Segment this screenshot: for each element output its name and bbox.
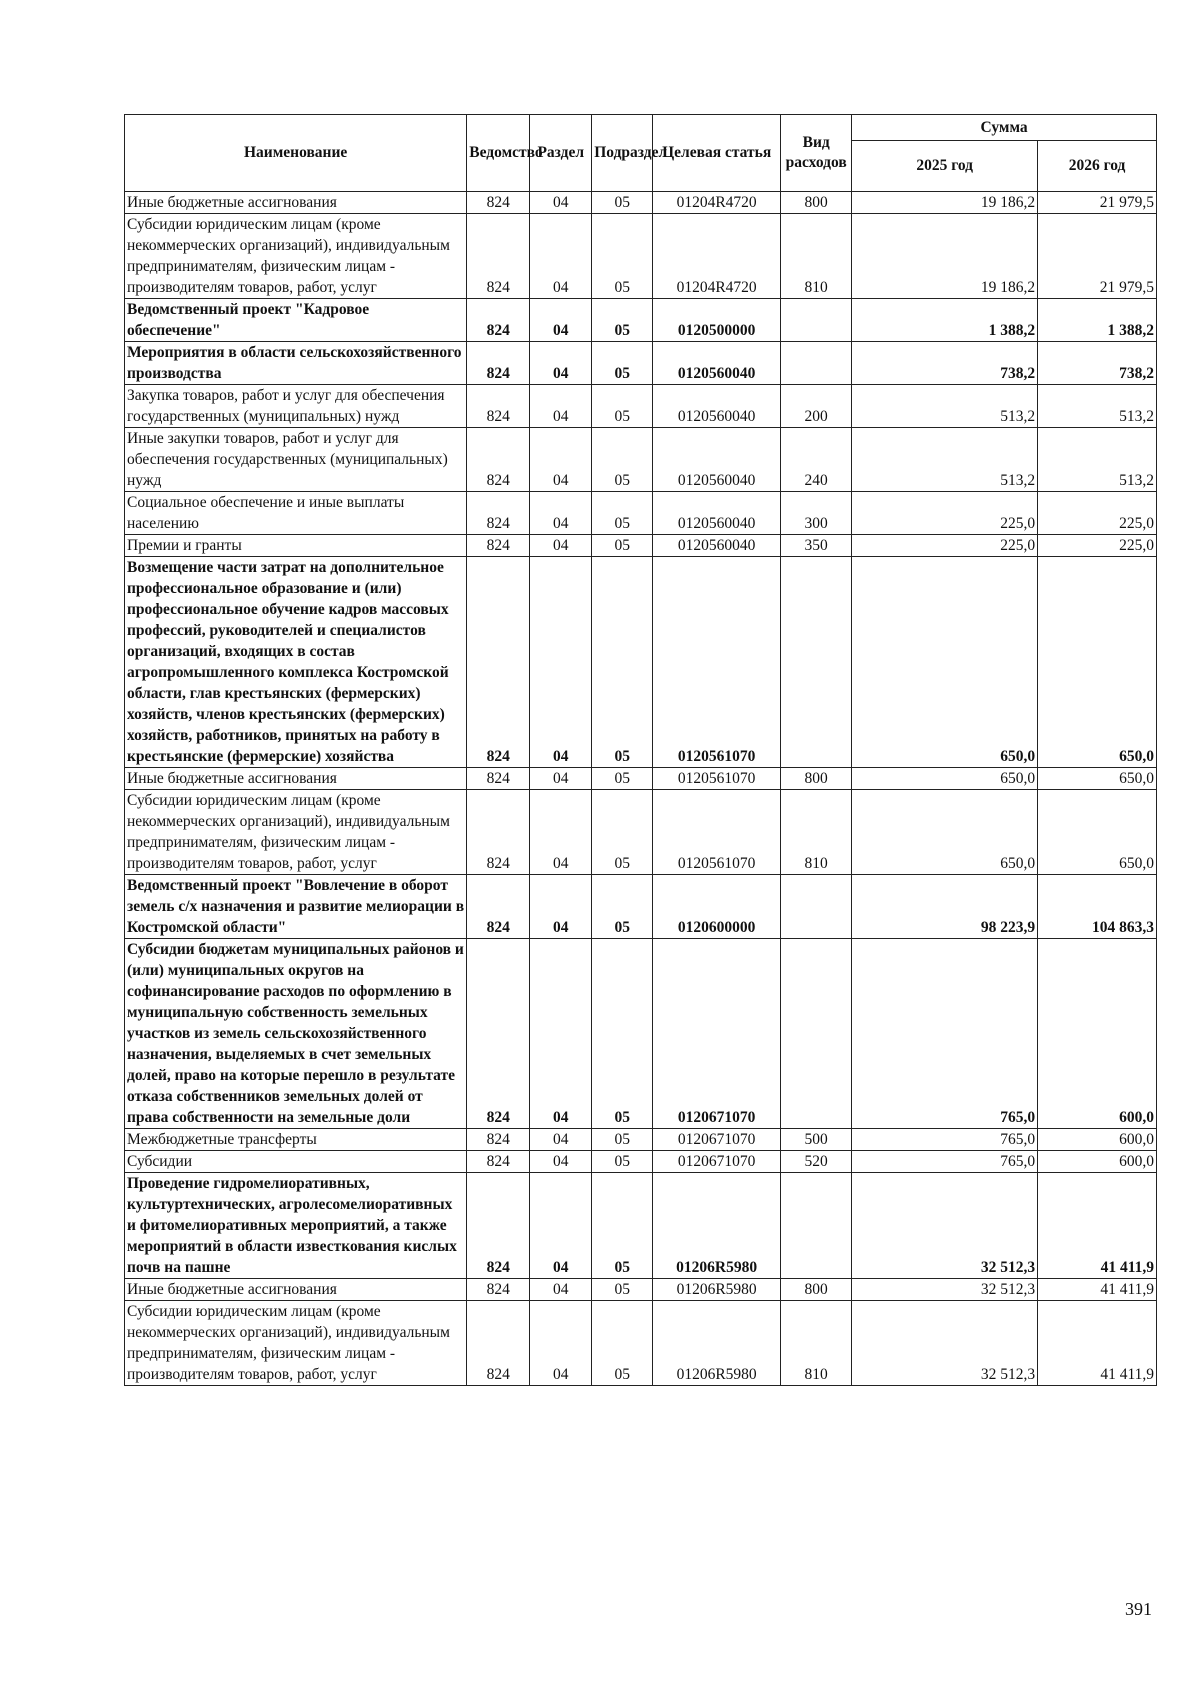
cell-name: Иные закупки товаров, работ и услуг для обеспечения государственных (муниципальных) нужд bbox=[125, 428, 467, 492]
cell-vid bbox=[781, 875, 852, 939]
cell-2026: 650,0 bbox=[1038, 790, 1157, 875]
cell-2025: 32 512,3 bbox=[852, 1173, 1038, 1279]
cell-podrazdel: 05 bbox=[592, 535, 653, 557]
cell-2026: 513,2 bbox=[1038, 428, 1157, 492]
cell-vedomstvo: 824 bbox=[467, 214, 530, 299]
cell-podrazdel: 05 bbox=[592, 192, 653, 214]
cell-2026: 1 388,2 bbox=[1038, 299, 1157, 342]
table-row bbox=[125, 492, 1157, 535]
cell-vid: 200 bbox=[781, 385, 852, 428]
cell-podrazdel: 05 bbox=[592, 939, 653, 1129]
cell-vedomstvo: 824 bbox=[467, 492, 530, 535]
header-vid: Вид расходов bbox=[781, 115, 852, 192]
cell-2026: 21 979,5 bbox=[1038, 192, 1157, 214]
header-name: Наименование bbox=[125, 115, 467, 192]
cell-vedomstvo: 824 bbox=[467, 342, 530, 385]
cell-2026: 600,0 bbox=[1038, 1151, 1157, 1173]
table-row bbox=[125, 790, 1157, 875]
cell-name: Ведомственный проект "Кадровое обеспечение" bbox=[125, 299, 467, 342]
cell-vedomstvo: 824 bbox=[467, 939, 530, 1129]
cell-2026: 513,2 bbox=[1038, 385, 1157, 428]
cell-target: 01204R4720 bbox=[653, 214, 781, 299]
header-podrazdel: Подраздел bbox=[592, 115, 653, 192]
cell-2025: 765,0 bbox=[852, 1129, 1038, 1151]
cell-2026: 225,0 bbox=[1038, 535, 1157, 557]
table-row bbox=[125, 875, 1157, 939]
cell-vid bbox=[781, 939, 852, 1129]
table-row bbox=[125, 1129, 1157, 1151]
cell-2025: 738,2 bbox=[852, 342, 1038, 385]
cell-razdel: 04 bbox=[530, 299, 592, 342]
table-row bbox=[125, 214, 1157, 299]
cell-vedomstvo: 824 bbox=[467, 875, 530, 939]
cell-name: Мероприятия в области сельскохозяйственного производства bbox=[125, 342, 467, 385]
cell-name: Иные бюджетные ассигнования bbox=[125, 768, 467, 790]
header-target: Целевая статья bbox=[653, 115, 781, 192]
cell-vedomstvo: 824 bbox=[467, 385, 530, 428]
table-row bbox=[125, 1173, 1157, 1279]
cell-target: 0120560040 bbox=[653, 492, 781, 535]
table-row bbox=[125, 1151, 1157, 1173]
cell-podrazdel: 05 bbox=[592, 875, 653, 939]
cell-razdel: 04 bbox=[530, 342, 592, 385]
table-header bbox=[125, 115, 1157, 192]
table-row bbox=[125, 768, 1157, 790]
cell-vid: 800 bbox=[781, 192, 852, 214]
cell-2026: 41 411,9 bbox=[1038, 1173, 1157, 1279]
page-number: 391 bbox=[1125, 1599, 1152, 1619]
cell-name: Премии и гранты bbox=[125, 535, 467, 557]
cell-2025: 19 186,2 bbox=[852, 214, 1038, 299]
cell-target: 0120561070 bbox=[653, 768, 781, 790]
cell-razdel: 04 bbox=[530, 1173, 592, 1279]
cell-2025: 32 512,3 bbox=[852, 1279, 1038, 1301]
cell-vedomstvo: 824 bbox=[467, 192, 530, 214]
cell-razdel: 04 bbox=[530, 492, 592, 535]
cell-target: 0120560040 bbox=[653, 428, 781, 492]
cell-razdel: 04 bbox=[530, 790, 592, 875]
cell-target: 0120600000 bbox=[653, 875, 781, 939]
cell-vid bbox=[781, 299, 852, 342]
cell-vedomstvo: 824 bbox=[467, 1173, 530, 1279]
cell-vedomstvo: 824 bbox=[467, 1151, 530, 1173]
cell-2026: 738,2 bbox=[1038, 342, 1157, 385]
cell-2025: 765,0 bbox=[852, 939, 1038, 1129]
cell-name: Социальное обеспечение и иные выплаты населению bbox=[125, 492, 467, 535]
table-row bbox=[125, 1279, 1157, 1301]
table-row bbox=[125, 299, 1157, 342]
table-row bbox=[125, 535, 1157, 557]
cell-vedomstvo: 824 bbox=[467, 790, 530, 875]
cell-podrazdel: 05 bbox=[592, 428, 653, 492]
header-2026: 2026 год bbox=[1038, 141, 1157, 192]
cell-vid: 500 bbox=[781, 1129, 852, 1151]
cell-2026: 41 411,9 bbox=[1038, 1301, 1157, 1386]
cell-razdel: 04 bbox=[530, 768, 592, 790]
cell-2025: 32 512,3 bbox=[852, 1301, 1038, 1386]
cell-2025: 650,0 bbox=[852, 768, 1038, 790]
cell-target: 0120671070 bbox=[653, 939, 781, 1129]
cell-2026: 21 979,5 bbox=[1038, 214, 1157, 299]
cell-podrazdel: 05 bbox=[592, 1301, 653, 1386]
cell-2026: 650,0 bbox=[1038, 557, 1157, 768]
cell-name: Ведомственный проект "Вовлечение в оборот земель с/х назначения и развитие мелиорации в Костромской области" bbox=[125, 875, 467, 939]
cell-2026: 600,0 bbox=[1038, 939, 1157, 1129]
cell-2026: 225,0 bbox=[1038, 492, 1157, 535]
cell-vedomstvo: 824 bbox=[467, 768, 530, 790]
cell-target: 0120671070 bbox=[653, 1129, 781, 1151]
cell-vid bbox=[781, 557, 852, 768]
cell-vid: 800 bbox=[781, 1279, 852, 1301]
cell-vedomstvo: 824 bbox=[467, 1129, 530, 1151]
cell-podrazdel: 05 bbox=[592, 385, 653, 428]
cell-podrazdel: 05 bbox=[592, 790, 653, 875]
table-row bbox=[125, 939, 1157, 1129]
cell-razdel: 04 bbox=[530, 1129, 592, 1151]
cell-name: Закупка товаров, работ и услуг для обеспечения государственных (муниципальных) нужд bbox=[125, 385, 467, 428]
cell-target: 0120561070 bbox=[653, 557, 781, 768]
table-row bbox=[125, 385, 1157, 428]
cell-razdel: 04 bbox=[530, 428, 592, 492]
cell-name: Иные бюджетные ассигнования bbox=[125, 192, 467, 214]
budget-table bbox=[124, 114, 1157, 1386]
cell-2026: 650,0 bbox=[1038, 768, 1157, 790]
cell-razdel: 04 bbox=[530, 1151, 592, 1173]
cell-2025: 98 223,9 bbox=[852, 875, 1038, 939]
cell-razdel: 04 bbox=[530, 214, 592, 299]
table-row bbox=[125, 1301, 1157, 1386]
cell-razdel: 04 bbox=[530, 557, 592, 768]
cell-target: 01206R5980 bbox=[653, 1279, 781, 1301]
cell-podrazdel: 05 bbox=[592, 1151, 653, 1173]
cell-vid: 800 bbox=[781, 768, 852, 790]
cell-podrazdel: 05 bbox=[592, 1173, 653, 1279]
cell-razdel: 04 bbox=[530, 1301, 592, 1386]
cell-name: Субсидии юридическим лицам (кроме некоммерческих организаций), индивидуальным предпринимателям, физическим лицам - производителям товаров, работ, услуг bbox=[125, 1301, 467, 1386]
cell-2025: 225,0 bbox=[852, 535, 1038, 557]
header-sum: Сумма bbox=[852, 115, 1157, 141]
cell-2025: 513,2 bbox=[852, 428, 1038, 492]
cell-podrazdel: 05 bbox=[592, 1129, 653, 1151]
cell-name: Субсидии bbox=[125, 1151, 467, 1173]
cell-target: 01206R5980 bbox=[653, 1173, 781, 1279]
cell-2025: 650,0 bbox=[852, 790, 1038, 875]
table-row bbox=[125, 428, 1157, 492]
cell-name: Проведение гидромелиоративных, культуртехнических, агролесомелиоративных и фитомелиоративных мероприятий, а также мероприятий в области известкования кислых почв на пашне bbox=[125, 1173, 467, 1279]
cell-2025: 513,2 bbox=[852, 385, 1038, 428]
cell-name: Возмещение части затрат на дополнительное профессиональное образование и (или) профессиональное обучение кадров массовых профессий, руководителей и специалистов организаций, входящих в состав агропромышленного комплекса Костромской области, глав крестьянских (фермерских) хозяйств, членов крестьянских (фермерских) хозяйств, работников, принятых на работу в крестьянские (фермерские) хозяйства bbox=[125, 557, 467, 768]
cell-razdel: 04 bbox=[530, 385, 592, 428]
cell-name: Субсидии юридическим лицам (кроме некоммерческих организаций), индивидуальным предпринимателям, физическим лицам - производителям товаров, работ, услуг bbox=[125, 214, 467, 299]
cell-target: 01206R5980 bbox=[653, 1301, 781, 1386]
cell-podrazdel: 05 bbox=[592, 342, 653, 385]
cell-vid: 240 bbox=[781, 428, 852, 492]
cell-razdel: 04 bbox=[530, 1279, 592, 1301]
cell-podrazdel: 05 bbox=[592, 768, 653, 790]
cell-target: 0120671070 bbox=[653, 1151, 781, 1173]
cell-target: 0120561070 bbox=[653, 790, 781, 875]
cell-2025: 19 186,2 bbox=[852, 192, 1038, 214]
cell-podrazdel: 05 bbox=[592, 1279, 653, 1301]
table-row bbox=[125, 342, 1157, 385]
cell-vedomstvo: 824 bbox=[467, 1279, 530, 1301]
cell-name: Субсидии юридическим лицам (кроме некоммерческих организаций), индивидуальным предпринимателям, физическим лицам - производителям товаров, работ, услуг bbox=[125, 790, 467, 875]
cell-target: 01204R4720 bbox=[653, 192, 781, 214]
cell-vid: 350 bbox=[781, 535, 852, 557]
cell-vedomstvo: 824 bbox=[467, 299, 530, 342]
cell-vid: 300 bbox=[781, 492, 852, 535]
table-row bbox=[125, 557, 1157, 768]
cell-2026: 104 863,3 bbox=[1038, 875, 1157, 939]
cell-target: 0120560040 bbox=[653, 342, 781, 385]
cell-vid: 810 bbox=[781, 790, 852, 875]
header-2025: 2025 год bbox=[852, 141, 1038, 192]
cell-vedomstvo: 824 bbox=[467, 1301, 530, 1386]
cell-target: 0120560040 bbox=[653, 385, 781, 428]
cell-2025: 1 388,2 bbox=[852, 299, 1038, 342]
cell-vid: 810 bbox=[781, 1301, 852, 1386]
cell-vedomstvo: 824 bbox=[467, 428, 530, 492]
cell-vedomstvo: 824 bbox=[467, 535, 530, 557]
cell-vid bbox=[781, 342, 852, 385]
cell-target: 0120560040 bbox=[653, 535, 781, 557]
cell-target: 0120500000 bbox=[653, 299, 781, 342]
cell-razdel: 04 bbox=[530, 875, 592, 939]
cell-razdel: 04 bbox=[530, 192, 592, 214]
cell-name: Межбюджетные трансферты bbox=[125, 1129, 467, 1151]
cell-vid: 810 bbox=[781, 214, 852, 299]
cell-2025: 765,0 bbox=[852, 1151, 1038, 1173]
cell-2026: 41 411,9 bbox=[1038, 1279, 1157, 1301]
cell-name: Субсидии бюджетам муниципальных районов и (или) муниципальных округов на софинансирование расходов по оформлению в муниципальную собственность земельных участков из земель сельскохозяйственного назначения, выделяемых в счет земельных долей, право на которые перешло в результате отказа собственников земельных долей от права собственности на земельные доли bbox=[125, 939, 467, 1129]
table-row bbox=[125, 192, 1157, 214]
cell-vid: 520 bbox=[781, 1151, 852, 1173]
cell-name: Иные бюджетные ассигнования bbox=[125, 1279, 467, 1301]
header-vedomstvo: Ведомство bbox=[467, 115, 530, 192]
cell-podrazdel: 05 bbox=[592, 557, 653, 768]
cell-razdel: 04 bbox=[530, 939, 592, 1129]
cell-vid bbox=[781, 1173, 852, 1279]
table-body bbox=[125, 192, 1157, 1386]
cell-2026: 600,0 bbox=[1038, 1129, 1157, 1151]
header-razdel: Раздел bbox=[530, 115, 592, 192]
cell-podrazdel: 05 bbox=[592, 214, 653, 299]
cell-podrazdel: 05 bbox=[592, 299, 653, 342]
cell-vedomstvo: 824 bbox=[467, 557, 530, 768]
cell-2025: 225,0 bbox=[852, 492, 1038, 535]
cell-2025: 650,0 bbox=[852, 557, 1038, 768]
cell-podrazdel: 05 bbox=[592, 492, 653, 535]
cell-razdel: 04 bbox=[530, 535, 592, 557]
